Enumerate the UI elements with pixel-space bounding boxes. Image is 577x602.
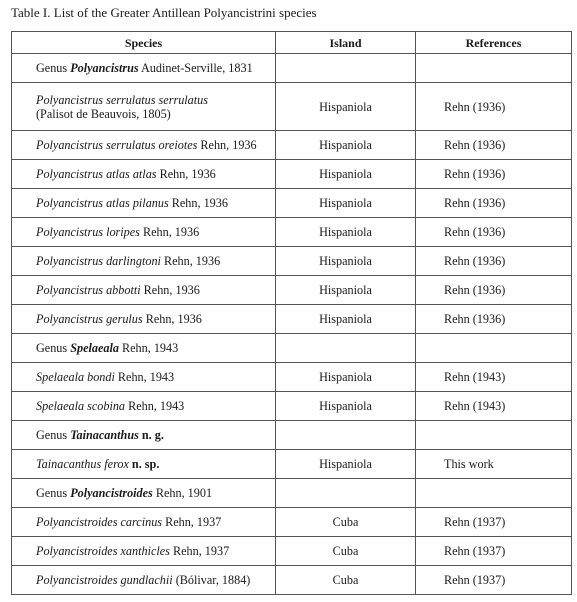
species-row <box>12 566 572 595</box>
reference-cell: Rehn (1936) <box>416 189 572 218</box>
reference-cell: Rehn (1936) <box>416 218 572 247</box>
island-cell: Hispaniola <box>276 160 416 189</box>
species-authority: Rehn, 1936 <box>156 167 216 181</box>
species-authority: Rehn, 1937 <box>169 544 230 558</box>
species-column-header: Species <box>12 32 276 54</box>
species-cell <box>12 537 276 566</box>
species-name: Polyancistrus abbotti <box>36 283 141 297</box>
species-name: Spelaeala scobina <box>36 399 126 413</box>
species-row <box>12 508 572 537</box>
species-table <box>11 31 572 595</box>
species-name: Polyancistrus loripes <box>36 225 140 239</box>
species-authority: Rehn, 1937 <box>162 515 222 529</box>
species-row <box>12 392 572 421</box>
species-cell <box>12 54 276 83</box>
reference-cell: Rehn (1937) <box>416 566 572 595</box>
island-cell: Hispaniola <box>276 276 416 305</box>
species-authority: (Bólivar, 1884) <box>172 573 251 587</box>
references-column-header: References <box>416 32 572 54</box>
species-row <box>12 305 572 334</box>
genus-authority: Rehn, 1943 <box>118 341 179 355</box>
reference-cell: Rehn (1936) <box>416 247 572 276</box>
island-cell: Cuba <box>276 508 416 537</box>
species-authority: Rehn, 1943 <box>114 370 175 384</box>
island-cell: Hispaniola <box>276 247 416 276</box>
species-name: Polyancistrus darlingtoni <box>36 254 161 268</box>
genus-authority: n. g. <box>138 428 164 442</box>
reference-cell: Rehn (1943) <box>416 392 572 421</box>
species-row <box>12 450 572 479</box>
species-cell <box>12 131 276 160</box>
species-cell <box>12 189 276 218</box>
species-authority: Rehn, 1936 <box>139 225 200 239</box>
species-cell <box>12 363 276 392</box>
reference-cell <box>416 54 572 83</box>
species-row <box>12 276 572 305</box>
species-cell <box>12 392 276 421</box>
island-cell <box>276 479 416 508</box>
island-cell: Cuba <box>276 566 416 595</box>
island-cell: Hispaniola <box>276 189 416 218</box>
species-authority: n. sp. <box>128 457 160 471</box>
species-authority: Rehn, 1936 <box>142 312 202 326</box>
species-cell <box>12 247 276 276</box>
reference-cell: Rehn (1937) <box>416 537 572 566</box>
species-name: Polyancistrus serrulatus oreiotes <box>36 138 198 152</box>
species-row <box>12 131 572 160</box>
island-cell: Hispaniola <box>276 218 416 247</box>
species-authority: Rehn, 1936 <box>160 254 221 268</box>
genus-row <box>12 421 572 450</box>
reference-cell: Rehn (1936) <box>416 131 572 160</box>
species-cell <box>12 276 276 305</box>
species-name: Polyancistroides xanthicles <box>36 544 170 558</box>
reference-cell <box>416 479 572 508</box>
header-row <box>12 32 572 54</box>
island-cell: Hispaniola <box>276 305 416 334</box>
species-name: Polyancistrus atlas atlas <box>36 167 157 181</box>
species-row <box>12 247 572 276</box>
island-cell <box>276 421 416 450</box>
species-cell <box>12 508 276 537</box>
species-authority: Rehn, 1936 <box>197 138 257 152</box>
genus-prefix: Genus <box>36 341 71 355</box>
genus-prefix: Genus <box>36 428 71 442</box>
genus-row <box>12 479 572 508</box>
species-cell <box>12 83 276 131</box>
island-cell: Hispaniola <box>276 131 416 160</box>
species-cell <box>12 479 276 508</box>
species-name: Tainacanthus ferox <box>36 457 129 471</box>
reference-cell: Rehn (1943) <box>416 363 572 392</box>
genus-prefix: Genus <box>36 61 71 75</box>
species-name: Polyancistrus serrulatus serrulatus <box>36 92 208 107</box>
species-cell <box>12 218 276 247</box>
reference-cell: Rehn (1936) <box>416 276 572 305</box>
genus-row <box>12 54 572 83</box>
genus-prefix: Genus <box>36 486 71 500</box>
species-name: Polyancistroides carcinus <box>36 515 163 529</box>
island-column-header: Island <box>276 32 416 54</box>
island-cell: Hispaniola <box>276 450 416 479</box>
species-cell <box>12 566 276 595</box>
genus-name: Tainacanthus <box>70 428 139 442</box>
species-authority: Rehn, 1936 <box>168 196 228 210</box>
species-row <box>12 537 572 566</box>
species-row <box>12 363 572 392</box>
species-authority: Rehn, 1936 <box>140 283 200 297</box>
island-cell <box>276 54 416 83</box>
species-authority: Rehn, 1943 <box>125 399 185 413</box>
genus-name: Polyancistroides <box>70 486 153 500</box>
island-cell: Hispaniola <box>276 83 416 131</box>
species-row <box>12 189 572 218</box>
reference-cell: Rehn (1936) <box>416 160 572 189</box>
reference-cell <box>416 421 572 450</box>
species-cell <box>12 421 276 450</box>
genus-authority: Audinet-Serville, 1831 <box>138 61 253 75</box>
island-cell: Hispaniola <box>276 363 416 392</box>
species-row <box>12 83 572 131</box>
genus-name: Spelaeala <box>70 341 119 355</box>
species-authority: (Palisot de Beauvois, 1805) <box>36 106 171 121</box>
table-caption: Table I. List of the Greater Antillean Polyancistrini species <box>11 5 317 20</box>
genus-authority: Rehn, 1901 <box>152 486 213 500</box>
reference-cell: This work <box>416 450 572 479</box>
island-cell: Cuba <box>276 537 416 566</box>
reference-cell <box>416 334 572 363</box>
reference-cell: Rehn (1936) <box>416 305 572 334</box>
species-cell <box>12 450 276 479</box>
island-cell <box>276 334 416 363</box>
reference-cell: Rehn (1936) <box>416 83 572 131</box>
species-name: Polyancistroides gundlachii <box>36 573 173 587</box>
species-cell <box>12 334 276 363</box>
species-row <box>12 160 572 189</box>
species-name: Polyancistrus gerulus <box>36 312 143 326</box>
genus-name: Polyancistrus <box>70 61 139 75</box>
species-name: Spelaeala bondi <box>36 370 115 384</box>
island-cell: Hispaniola <box>276 392 416 421</box>
table-body <box>12 54 572 595</box>
genus-row <box>12 334 572 363</box>
species-name: Polyancistrus atlas pilanus <box>36 196 169 210</box>
species-row <box>12 218 572 247</box>
reference-cell: Rehn (1937) <box>416 508 572 537</box>
species-cell <box>12 160 276 189</box>
species-cell <box>12 305 276 334</box>
